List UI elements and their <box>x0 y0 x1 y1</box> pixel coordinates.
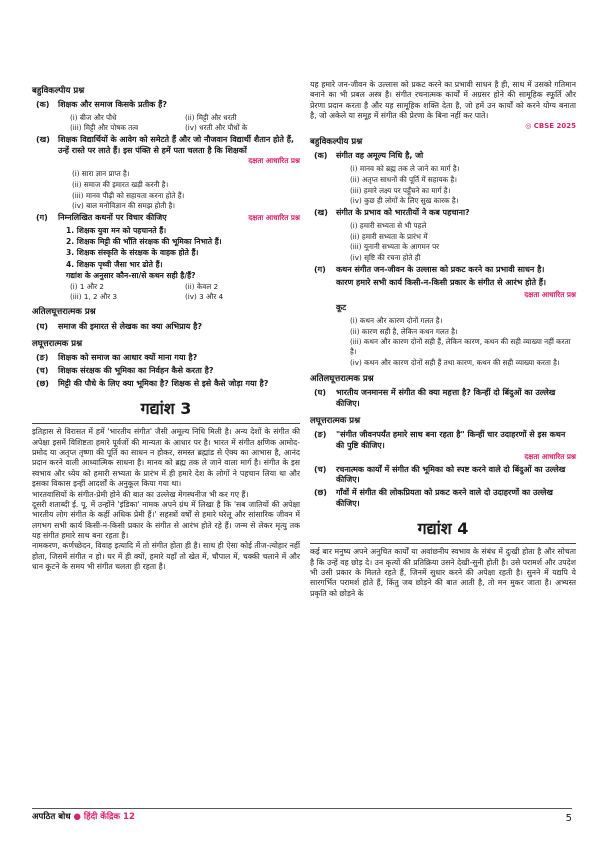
question-number: (घ) <box>314 388 327 398</box>
statement: 3. शिक्षक संस्कृति के संरक्षक के वाहक होते हैं। <box>66 248 199 258</box>
question-ga <box>310 265 576 276</box>
assertion-text: कथन संगीत जन-जीवन के उल्लास को प्रकट करने का प्रभावी साधन है। <box>336 264 545 274</box>
reason-text: कारण हमारे सभी कार्य किसी-न-किसी प्रकार के संगीत से आरंभ होते हैं। <box>336 277 547 287</box>
bullet-icon: ● <box>73 812 81 822</box>
option: (iv) 3 और 4 <box>185 291 224 301</box>
right-column <box>310 80 576 599</box>
option: (ii) समाज की इमारत खड़ी करनी है। <box>72 179 169 189</box>
statement: 2. शिक्षक मिट्टी की भाँति संरक्षक की भूमिका निभाते हैं। <box>66 237 222 247</box>
very-short-heading: अतिलघूत्तरात्मक प्रश्न <box>32 307 96 318</box>
question-number: (ख) <box>36 134 50 144</box>
footer-book-title <box>32 812 135 826</box>
question-text: संगीत के प्रभाव को भारतीयों ने कब पहचाना? <box>336 208 470 218</box>
question-gha <box>310 388 576 410</box>
competency-tag: दक्षता आधारित प्रश्न <box>248 156 300 166</box>
question-number: (छ) <box>314 488 327 498</box>
option: (iii) कथन और कारण दोनों सही हैं, लेकिन कारण, कथन की सही व्याख्या नहीं करता है। <box>350 337 571 357</box>
question-text: शिक्षक और समाज किसके प्रतीक हैं? <box>58 100 167 110</box>
question-number: (च) <box>314 464 327 474</box>
passage-paragraph: दूसरी शताब्दी ई. पू. में उन्होंने 'इंडिका' नामक अपने ग्रंथ में लिखा है कि 'सब जातियों की अपेक्षा भारतीय लोग संगीत के कहीं अधिक प्रेमी हैं।' सहस्त्रों वर्षों से हमारे घरेलू और सांसारिक जीवन में लगभग सभी कार्य किसी-न-किसी प्रकार के संगीत से आरंभ होते रहे हैं। जन्म से लेकर मृत्यु तक यह संगीत हमारे साथ बना रहता है। <box>32 499 300 541</box>
question-text: संगीत वह अमूल्य निधि है, जो <box>336 151 424 161</box>
question-chha <box>32 379 300 390</box>
question-number: (च) <box>36 365 49 375</box>
question-nga <box>310 430 576 462</box>
question-text: शिक्षक विद्यार्थियों के आवेग को समेटते हैं और जो नौजवान विद्यार्थी शैतान होते हैं, उन्हें रास्ते पर लाते हैं। इस पंक्ति से हमें पता चलता है कि शिक्षकों <box>58 134 295 155</box>
very-short-heading: अतिलघूत्तरात्मक प्रश्न <box>310 373 374 384</box>
option: (iv) कुछ ही लोगों के लिए सुख कारक है। <box>350 196 459 206</box>
option: (iii) मिट्टी और पोषक तत्व <box>70 122 139 132</box>
option: (iii) हमारे लक्ष्य पर पहुँचने का मार्ग है। <box>350 185 451 195</box>
question-ka <box>310 151 576 162</box>
question-number: (ङ) <box>314 430 327 440</box>
statement: 1. शिक्षक युवा मन को पहचानते हैं। <box>66 225 167 235</box>
cbse-badge: ◎ CBSE 2025 <box>525 121 576 130</box>
question-number: (घ) <box>36 321 49 331</box>
page-number: 5 <box>565 813 572 824</box>
option: (iv) धरती और पौधों के <box>185 122 248 132</box>
question-number: (क) <box>314 151 328 161</box>
short-heading: लघूत्तरात्मक प्रश्न <box>32 338 83 349</box>
question-kha <box>310 208 576 219</box>
question-ka <box>32 100 300 111</box>
option: (i) मानव को ब्रह्म तक ले जाने का मार्ग है। <box>350 164 460 174</box>
question-number: (ग) <box>36 212 48 222</box>
reason-line <box>310 278 576 289</box>
competency-tag: दक्षता आधारित प्रश्न <box>248 212 300 222</box>
left-column <box>32 80 300 573</box>
short-heading: लघूत्तरात्मक प्रश्न <box>310 415 361 426</box>
mcq-heading: बहुविकल्पीय प्रश्न <box>310 137 363 147</box>
question-text: शिक्षक संरक्षक की भूमिका का निर्वहन कैसे करता है? <box>58 365 214 375</box>
question-text: मिट्टी की पौधे के लिए क्या भूमिका है? शिक्षक से इसे कैसे जोड़ा गया है? <box>58 378 269 388</box>
option: (ii) हमारी सभ्यता के प्रारंभ में <box>350 231 428 241</box>
option: (iv) कथन और कारण दोनों सही हैं तथा कारण, कथन की सही व्याख्या करता है। <box>350 357 560 367</box>
option: (iii) मानव पीढ़ी को सहायता करना होते हैं। <box>72 190 185 200</box>
passage-title: गद्यांश 3 <box>140 398 192 418</box>
question-text: शिक्षक को समाज का आधार क्यों माना गया है? <box>58 353 198 363</box>
cbse-label: CBSE 2025 <box>533 121 576 130</box>
question-text: गाँवों में संगीत की लोकप्रियता को प्रकट करने वाले दो उदाहरणों का उल्लेख कीजिए। <box>336 488 553 508</box>
question-number: (छ) <box>36 378 49 388</box>
option: (i) सारा ज्ञान प्राप्त है। <box>72 169 130 179</box>
mcq-heading: बहुविकल्पीय प्रश्न <box>32 86 85 96</box>
passage-continuation: यह हमारे जन-जीवन के उल्लास को प्रकट करने का प्रभावी साधन है ही, साथ में उसको गतिमान बनाने का भी प्रबल अस्त्र है। संगीत रचनात्मक कार्यों में अग्रसर होने की सामूहिक स्फूर्ति और प्रेरणा प्रदान करता है और यह सामूहिक शक्ति देता है, जो हमें उन कार्यों को करने योग्य बनाता है, जो अकेले या समूह में संगीत की प्रेरणा के बिना नहीं कर पाते। <box>310 80 576 121</box>
option: (iii) 1, 2 और 3 <box>70 291 118 301</box>
passage-title: गद्यांश 4 <box>417 518 469 538</box>
passage-paragraph: भारतवासियों के संगीत-प्रेमी होने की बात का उल्लेख मेगस्थनीज भी कर गए हैं। <box>32 489 249 499</box>
option: (i) 1 और 2 <box>70 282 104 292</box>
question-nga <box>32 353 300 364</box>
passage-paragraph: कई बार मनुष्य अपने अनुचित कार्यों या अवांछनीय स्वभाव के संबंध में दुःखी होता है और सोचता है कि उन्हें वह छोड़ दे। उन कृत्यों की प्रतिक्रिया उसने देखी-सुनी होती है। उसे परामर्श और उपदेश भी उसी प्रकार के मिलते रहते हैं, जिनमें सुधार करने की अपेक्षा रहती है। सुनने में यद्यपि ये सारगर्भित परामर्श होते हैं, किंतु जब छोड़ने की बात आती है, तो मन मुकर जाता है। अभ्यस्त प्रकृति को छोड़ने के <box>310 547 576 598</box>
option: (i) बीज और पौधे <box>70 113 117 123</box>
statement: 4. शिक्षक पृथ्वी जैसा भार ढोते हैं। <box>66 259 163 269</box>
divider <box>310 543 576 544</box>
competency-tag: दक्षता आधारित प्रश्न <box>524 290 576 300</box>
option: (iv) बाल मनोविज्ञान की समझ होती है। <box>72 201 176 211</box>
passage-paragraph: इतिहास से विरासत में हमें 'भारतीय संगीत' जैसी अमूल्य निधि मिली है। अन्य देशों के संगीत की अपेक्षा इसमें विशिष्टता हमारे पूर्वजों की मान्यता के आधार पर है। भारत में संगीत क्षणिक आमोद-प्रमोद या अतृप्त तृष्णा की पूर्ति का साधन न होकर, समस्त ब्रह्मांड से ऐक्य का आभास है, आनंद प्रदान करने वाली आध्यात्मिक साधना है। मानव को ब्रह्म तक ले जाने वाला मार्ग है। संगीत के इस स्वभाव और ध्येय को हमारी सभ्यता के प्रारंभ में ही हमारे देश के लोगों ने पहचान लिया था और इसका विकास इन्हीं आदर्शों के अनुकूल किया गया था। <box>32 427 300 489</box>
question-cha <box>32 366 300 377</box>
divider <box>32 423 300 424</box>
question-chha <box>310 488 576 510</box>
option: (iii) यूनानी सभ्यता के आगमन पर <box>350 242 440 252</box>
option: (ii) केवल 2 <box>185 282 219 292</box>
question-number: (क) <box>36 100 50 110</box>
options <box>32 113 300 132</box>
option: (iv) सृष्टि की रचना होते ही <box>350 253 421 263</box>
option: (ii) मिट्टी और धरती <box>185 113 237 123</box>
question-number: (ख) <box>314 208 328 218</box>
question-ga <box>32 213 300 224</box>
question-text: निम्नलिखित कथनों पर विचार कीजिए <box>58 212 167 222</box>
question-gha <box>32 322 300 333</box>
statement-question: गद्यांश के अनुसार कौन-सा/से कथन सही है/हैं? <box>66 270 196 280</box>
question-number: (ङ) <box>36 353 49 363</box>
question-number: (ग) <box>314 264 326 274</box>
code-label: कूट <box>336 303 347 313</box>
page-footer <box>32 808 572 826</box>
question-text: "संगीत जीवनपर्यंत हमारे साथ बना रहता है" किन्हीं चार उदाहरणों से इस कथन की पुष्टि कीजिए। <box>336 430 566 450</box>
book-name: अपठित बोध <box>32 812 71 822</box>
competency-tag: दक्षता आधारित प्रश्न <box>524 451 576 461</box>
question-text: रचनात्मक कार्यों में संगीत की भूमिका को स्पष्ट करने वाले दो बिंदुओं का उल्लेख कीजिए। <box>336 464 566 485</box>
option: (ii) कारण सही है, लेकिन कथन गलत है। <box>350 326 458 336</box>
option: (ii) अतृप्त साधनों की पूर्ति में सहायक है। <box>350 174 457 184</box>
passage-paragraph: नामकरण, कर्णच्छेदन, विवाह इत्यादि में तो संगीत होता ही है। साथ ही ऐसा कोई तीज-त्योहार नहीं होता, जिसमें संगीत न हो। घर में ही क्यों, हमारे यहाँ तो खेत में, चौपाल में, चक्की चलाने में और धान कूटने के समय भी संगीत चलता ही रहता है। <box>32 541 300 572</box>
option: (i) हमारी सभ्यता से भी पहले <box>350 220 427 230</box>
question-text: भारतीय जनमानस में संगीत की क्या महत्ता है? किन्हीं दो बिंदुओं का उल्लेख कीजिए। <box>336 388 556 408</box>
options <box>32 282 300 301</box>
question-cha <box>310 465 576 487</box>
option: (i) कथन और कारण दोनों गलत है। <box>350 316 443 325</box>
question-text: समाज की इमारत से लेखक का क्या अभिप्राय है? <box>58 321 203 331</box>
series-name: हिंदी केंद्रिक 12 <box>83 812 135 822</box>
question-kha <box>32 135 300 167</box>
